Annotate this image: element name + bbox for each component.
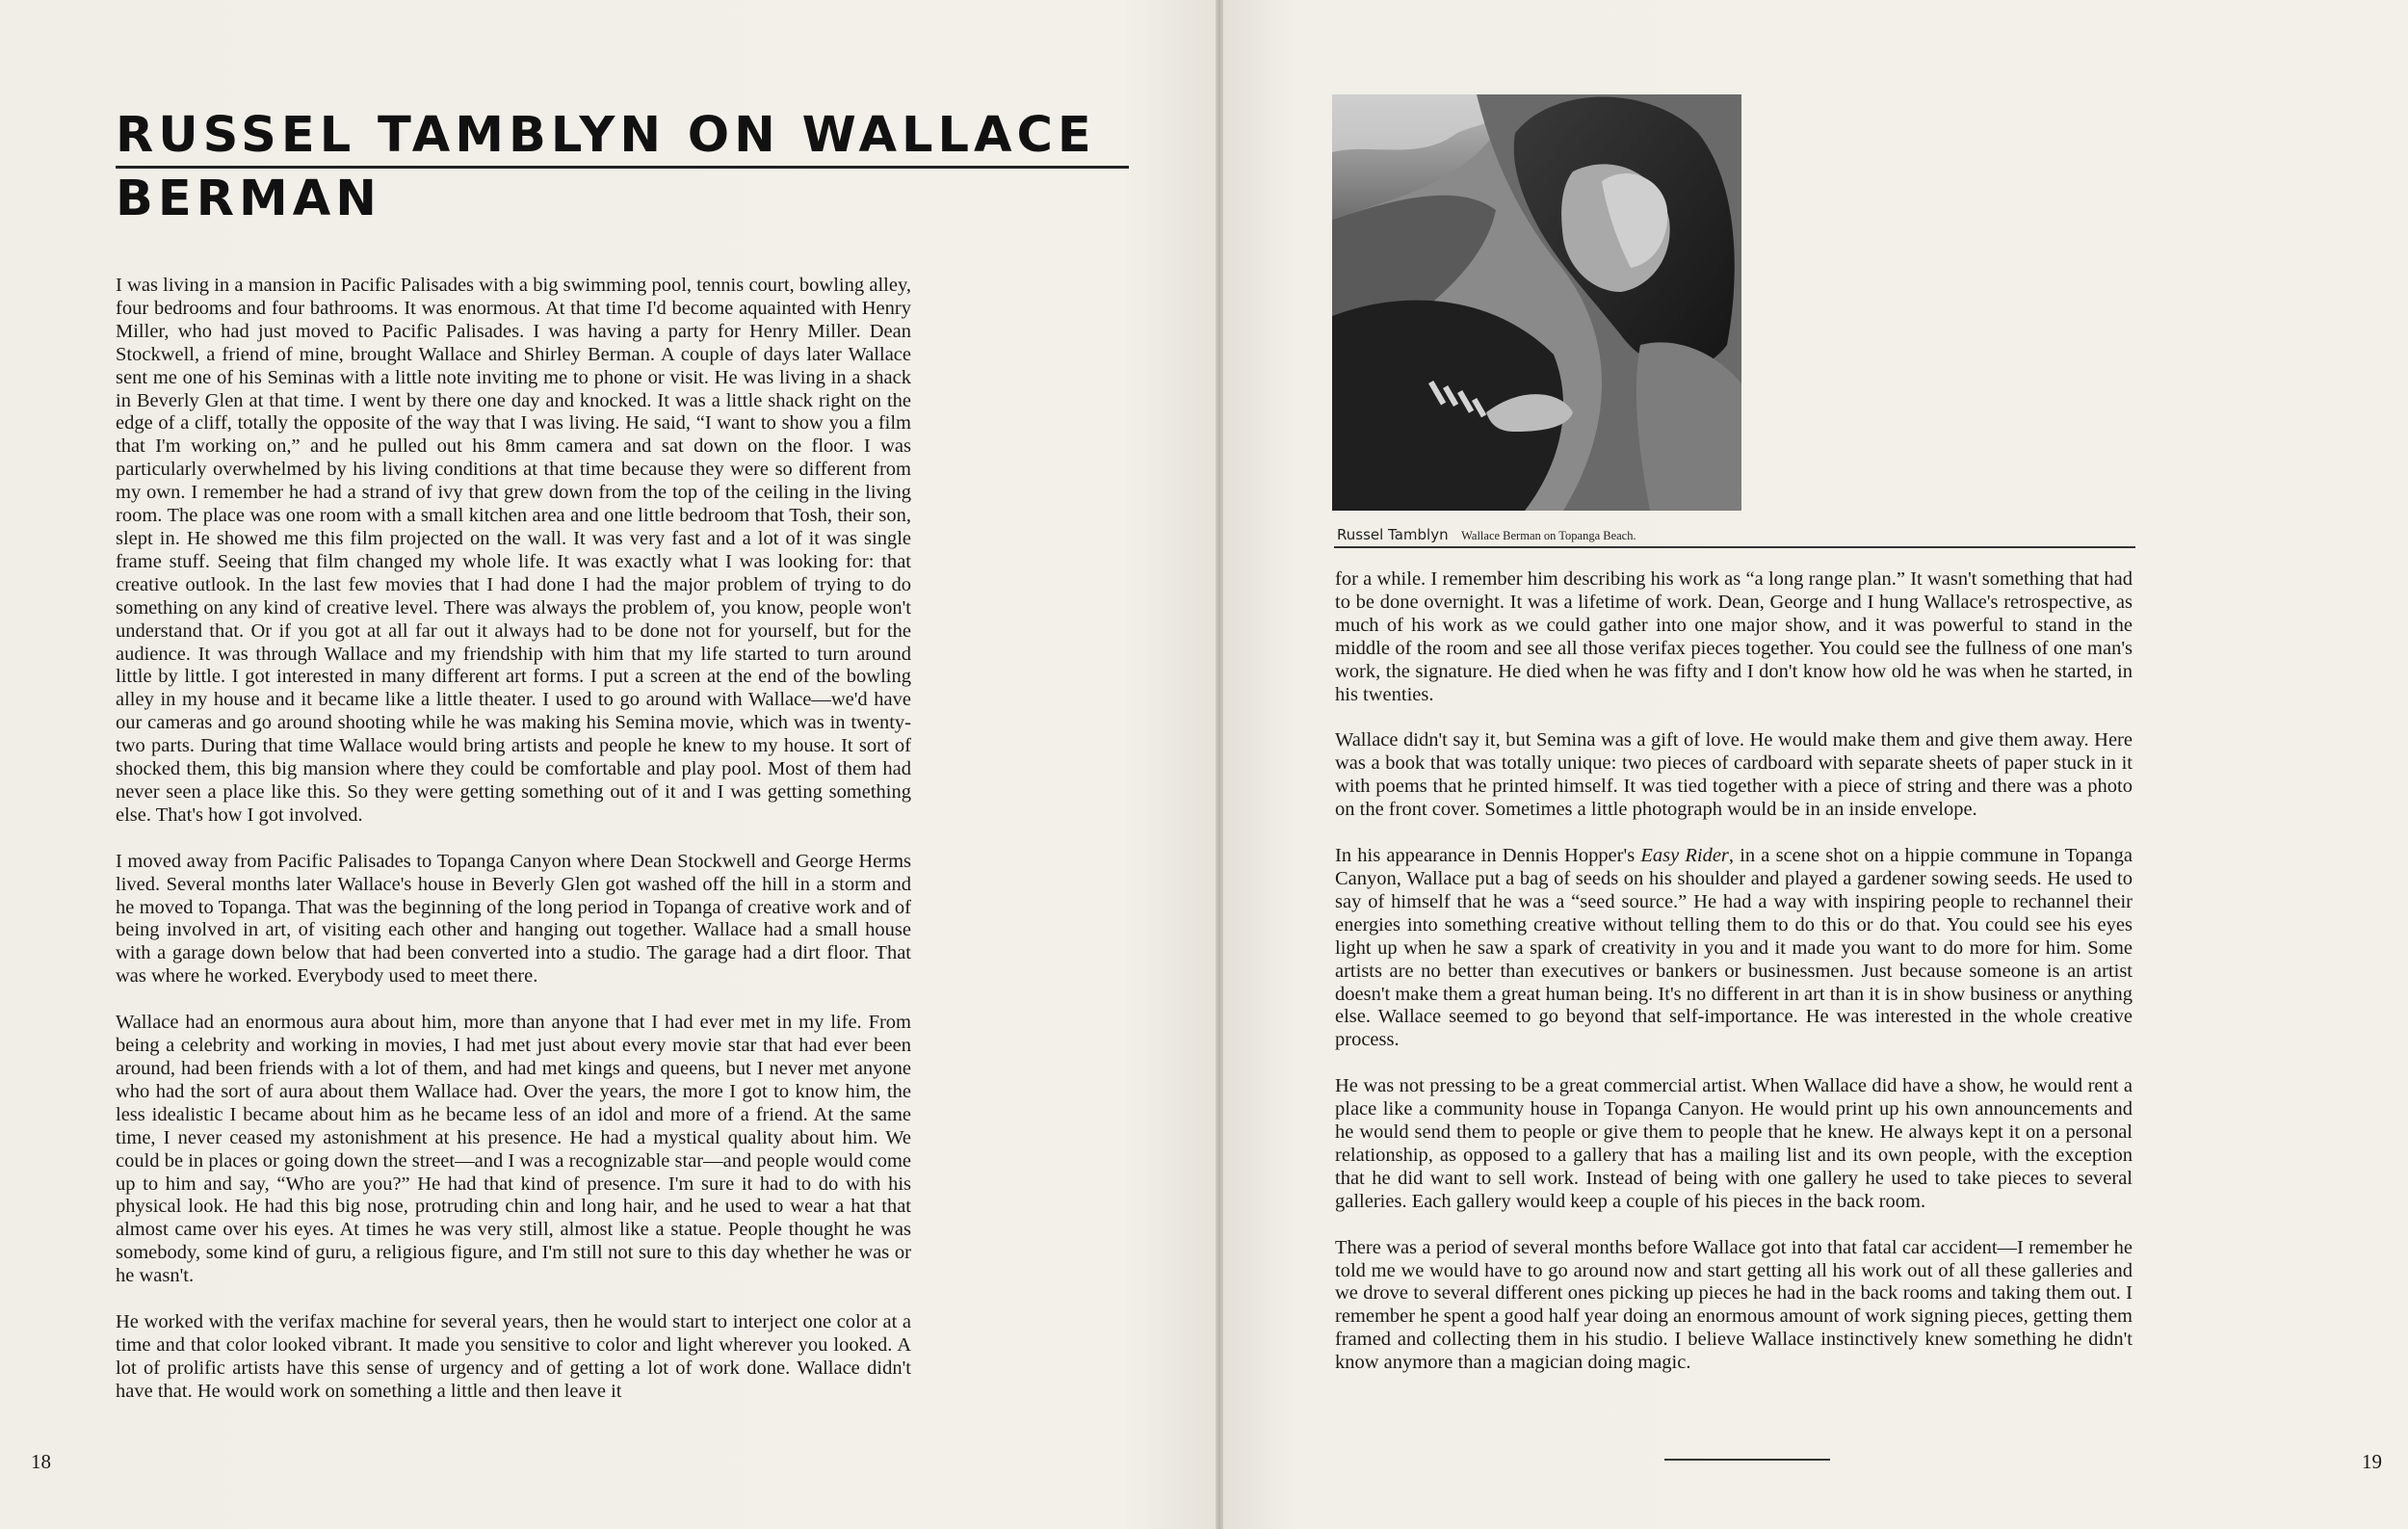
right-page (1223, 0, 2408, 1529)
paragraph: He worked with the verifax machine for several years, then he would start to interject one color at a time and that color looked vibrant. It made you sensitive to color and light wherever you looked. A lot of prolific artists have this sense of urgency and of getting a lot of work done. Wallace didn't have that. He would work on something a little and then leave it (116, 1311, 911, 1402)
photo-credit: Russel Tamblyn (1337, 526, 1449, 543)
caption-rule (1334, 546, 2135, 548)
paragraph: for a while. I remember him describing his work as “a long range plan.” It wasn't something that had to be done overnight. It was a lifetime of work. Dean, George and I hung Wallace's retrospective, as much of his work as we could gather into one major show, and it was powerful to stand in the middle of the room and see all those verifax pieces together. You could see the fullness of one man's work, the signature. He died when he was fifty and I don't know how old he was when he started, in his twenties. (1335, 568, 2133, 705)
paragraph: There was a period of several months before Wallace got into that fatal car accident—I remember he told me we would have to go around now and start getting all his work out of all these galleries and we drove to several different ones picking up pieces he had in the back rooms and taking them out. I remember he spent a good half year doing an enormous amount of work signing pieces, getting them framed and collecting them in his studio. I believe Wallace instinctively knew something he didn't know anymore than a magician doing magic. (1335, 1236, 2133, 1374)
title-rule (116, 166, 1129, 169)
photo-caption (1337, 526, 1636, 544)
photo-description: Wallace Berman on Topanga Beach. (1461, 529, 1636, 542)
left-text-column (116, 275, 911, 1427)
end-rule (1664, 1459, 1830, 1461)
paragraph: In his appearance in Dennis Hopper's Easy Rider, in a scene shot on a hippie commune in Topanga Canyon, Wallace put a bag of seeds on his shoulder and played a gardener sowing seeds. He used to say of himself that he was a “seed source.” He had a way with inspiring people to rechannel their energies into something creative without telling them to do this or do that. You could see his eyes light up when he saw a spark of creativity in you and it made you want to do more for him. Some artists are no better than executives or bankers or businessmen. Just because someone is an artist doesn't make them a great human being. It's no different in art than it is in show business or anything else. Wallace seemed to go beyond that self-importance. He was interested in the whole creative process. (1335, 845, 2133, 1051)
photo-wallace-berman-topanga-beach (1332, 94, 1741, 511)
page-number-right: 19 (2362, 1450, 2382, 1473)
paragraph: Wallace didn't say it, but Semina was a gift of love. He would make them and give them away. Here was a book that was totally unique: two pieces of cardboard with separate sheets of paper stuck in it with poems that he printed himself. It was tied together with a piece of string and there was a photo on the front cover. Sometimes a little photograph would be in an inside envelope. (1335, 729, 2133, 821)
paragraph: I moved away from Pacific Palisades to Topanga Canyon where Dean Stockwell and George Herms lived. Several months later Wallace's house in Beverly Glen got washed off the hill in a storm and he moved to Topanga. That was the beginning of the long period in Topanga of creative work and of being involved in art, of visiting each other and hanging out together. Wallace had a small house with a garage down below that had been converted into a studio. The garage had a dirt floor. That was where he worked. Everybody used to meet there. (116, 850, 911, 988)
paragraph: He was not pressing to be a great commercial artist. When Wallace did have a show, he would rent a place like a community house in Topanga Canyon. He would print up his own announcements and he would send them to people or give them to people that he knew. He always kept it on a personal relationship, as opposed to a gallery that has a mailing list and its own people, with the exception that he did want to sell work. Instead of being with one gallery he used to take pieces to several galleries. Each gallery would keep a couple of his pieces in the back room. (1335, 1075, 2133, 1212)
right-text-column (1335, 568, 2133, 1398)
paragraph: Wallace had an enormous aura about him, more than anyone that I had ever met in my life. From being a celebrity and working in movies, I had met just about every movie star that had ever been around, had been friends with a lot of them, and had met kings and queens, but I never met anyone who had the sort of aura about them Wallace had. Over the years, the more I got to know him, the less idealistic I became about him as he became less of an idol and more of a friend. At the same time, I never ceased my astonishment at his presence. He had a mystical quality about him. We could be in places or going down the street—and I was a recognizable star—and people would come up to him and say, “Who are you?” He had that kind of presence. I'm sure it had to do with his physical look. He had this big nose, protruding chin and long hair, and he used to wear a hat that almost came over his eyes. At times he was very still, almost like a statue. People thought he was somebody, some kind of guru, a religious figure, and I'm still not sure to this day whether he was or he wasn't. (116, 1012, 911, 1287)
page-number-left: 18 (31, 1450, 51, 1473)
film-title: Easy Rider (1640, 845, 1729, 867)
book-gutter (1216, 0, 1223, 1529)
article-title: RUSSEL TAMBLYN ON WALLACE BERMAN (116, 107, 1096, 227)
paragraph: I was living in a mansion in Pacific Palisades with a big swimming pool, tennis court, bowling alley, four bedrooms and four bathrooms. It was enormous. At that time I'd become aquainted with Henry Miller, who had just moved to Pacific Palisades. I was having a party for Henry Miller. Dean Stockwell, a friend of mine, brought Wallace and Shirley Berman. A couple of days later Wallace sent me one of his Seminas with a little note inviting me to phone or visit. He was living in a shack in Beverly Glen at that time. I went by there one day and knocked. It was a little shack right on the edge of a cliff, totally the opposite of the way that I was living. He said, “I want to show you a film that I'm working on,” and he pulled out his 8mm camera and sat down on the floor. I was particularly overwhelmed by his living conditions at that time because they were so different from my own. I remember he had a strand of ivy that grew down from the top of the ceiling in the living room. The place was one room with a small kitchen area and one little bedroom that Tosh, their son, slept in. He showed me this film projected on the wall. It was very fast and a lot of it was single frame stuff. Seeing that film changed my whole life. It was exactly what I was looking for: that creative outlook. In the last few movies that I had done I had the major problem of trying to do something on any kind of creative level. There was always the problem of, you know, people won't understand that. Or if you got at all far out it always had to be done not for yourself, but for the audience. It was through Wallace and my friendship with him that my life started to turn around little by little. I got interested in many different art forms. I put a screen at the end of the bowling alley in my house and it became like a little theater. I used to go around with Wallace—we'd have our cameras and go around shooting while he was making his Semina movie, which was in twenty-two parts. During that time Wallace would bring artists and people he knew to my house. It sort of shocked them, this big mansion where they could be comfortable and play pool. Most of them had never seen a place like this. So they were getting something out of it and I was getting something else. That's how I got involved. (116, 275, 911, 826)
